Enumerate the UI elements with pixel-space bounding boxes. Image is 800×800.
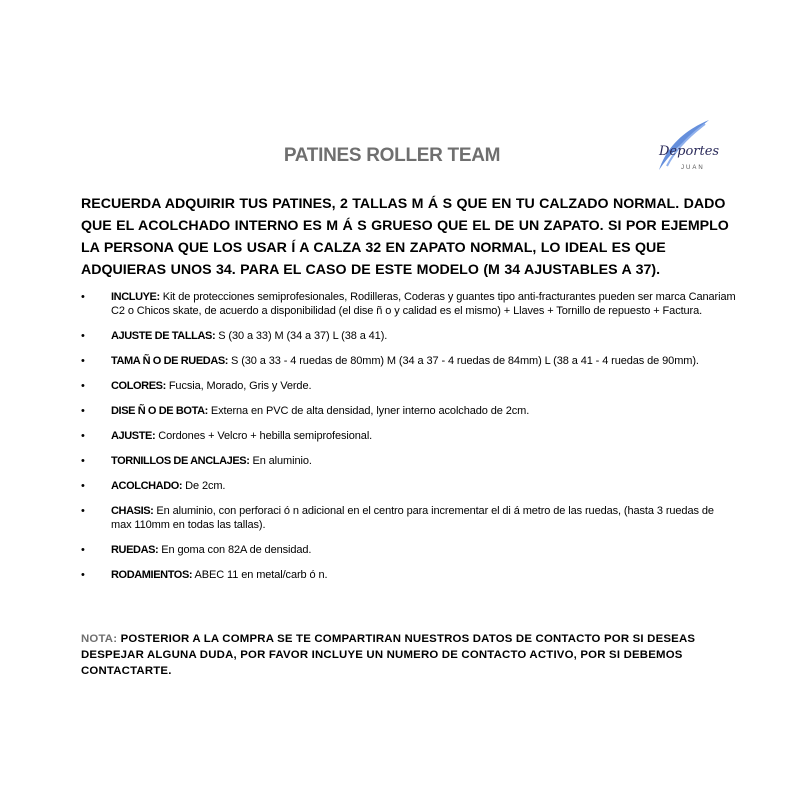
item-key: TORNILLOS DE ANCLAJES: [111,455,250,467]
list-item [81,404,736,418]
bullet: • [81,505,85,517]
list-item [81,504,736,532]
item-value: S (30 a 33) M (34 a 37) L (38 a 41). [215,330,388,342]
item-value: En aluminio. [249,455,312,467]
list-item [81,379,736,393]
item-key: ACOLCHADO: [111,480,183,492]
brand-logo [645,118,730,188]
item-value: S (30 a 33 - 4 ruedas de 80mm) M (34 a 37 - 4 ruedas de 84mm) L (38 a 41 - 4 ruedas de 90mm). [228,355,699,367]
bullet: • [81,330,85,342]
bullet: • [81,455,85,467]
item-value: Fucsia, Morado, Gris y Verde. [165,380,312,392]
note-label: NOTA: [81,633,118,645]
item-key: RODAMIENTOS: [111,569,193,581]
item-value: ABEC 11 en metal/carb ó n. [192,569,328,581]
page-title: PATINES ROLLER TEAM [283,145,501,166]
list-item [81,568,736,582]
logo-word: Deportes [659,144,720,159]
item-key: DISE Ñ O DE BOTA: [111,405,208,417]
item-key: RUEDAS: [111,544,159,556]
bullet: • [81,355,85,367]
list-item [81,479,736,493]
bullet: • [81,544,85,556]
list-item [81,454,736,468]
item-key: AJUSTE: [111,430,156,442]
item-value: De 2cm. [182,480,226,492]
list-item [81,354,736,368]
item-key: COLORES: [111,380,166,392]
note-text: POSTERIOR A LA COMPRA SE TE COMPARTIRAN NUESTROS DATOS DE CONTACTO POR SI DESEAS DESPEJAR ALGUNA DUDA, POR FAVOR INCLUYE UN NUMERO DE CONTACTO ACTIVO, POR SI DEBEMOS CONTACTARTE. [81,633,696,677]
item-key: CHASIS: [111,505,154,517]
intro-paragraph: RECUERDA ADQUIRIR TUS PATINES, 2 TALLAS M Á S QUE EN TU CALZADO NORMAL. DADO QUE EL ACOLCHADO INTERNO ES M Á S GRUESO QUE EL DE UN ZAPATO. SI POR EJEMPLO LA PERSONA QUE LOS USAR Í A CALZA 32 EN ZAPATO NORMAL, LO IDEAL ES QUE ADQUIERAS UNOS 34. PARA EL CASO DE ESTE MODELO (M 34 AJUSTABLES A 37). [81,196,729,278]
list-item [81,329,736,343]
bullet: • [81,291,85,303]
list-item [81,290,736,318]
logo-subword: JUAN [681,165,705,171]
features-list [81,290,736,593]
item-value: Externa en PVC de alta densidad, lyner interno acolchado de 2cm. [207,405,530,417]
item-value: Kit de protecciones semiprofesionales, Rodilleras, Coderas y guantes tipo anti-fracturantes pueden ser marca Canariam C2 o Chicos skate, de acuerdo a disponibilidad (el dise ñ o y calidad es el mismo) + Llaves + Tornillo de repuesto + Factura. [111,291,736,317]
list-item [81,429,736,443]
item-value: En aluminio, con perforaci ó n adicional en el centro para incrementar el di á metro de las ruedas, (hasta 3 ruedas de max 110mm en todas las tallas). [111,505,714,531]
bullet: • [81,380,85,392]
note-paragraph [81,631,736,679]
bullet: • [81,430,85,442]
item-value: En goma con 82A de densidad. [158,544,312,556]
bullet: • [81,480,85,492]
list-item [81,543,736,557]
item-value: Cordones + Velcro + hebilla semiprofesional. [155,430,373,442]
item-key: AJUSTE DE TALLAS: [111,330,216,342]
bullet: • [81,569,85,581]
item-key: TAMA Ñ O DE RUEDAS: [111,355,229,367]
item-key: INCLUYE: [111,291,160,303]
bullet: • [81,405,85,417]
